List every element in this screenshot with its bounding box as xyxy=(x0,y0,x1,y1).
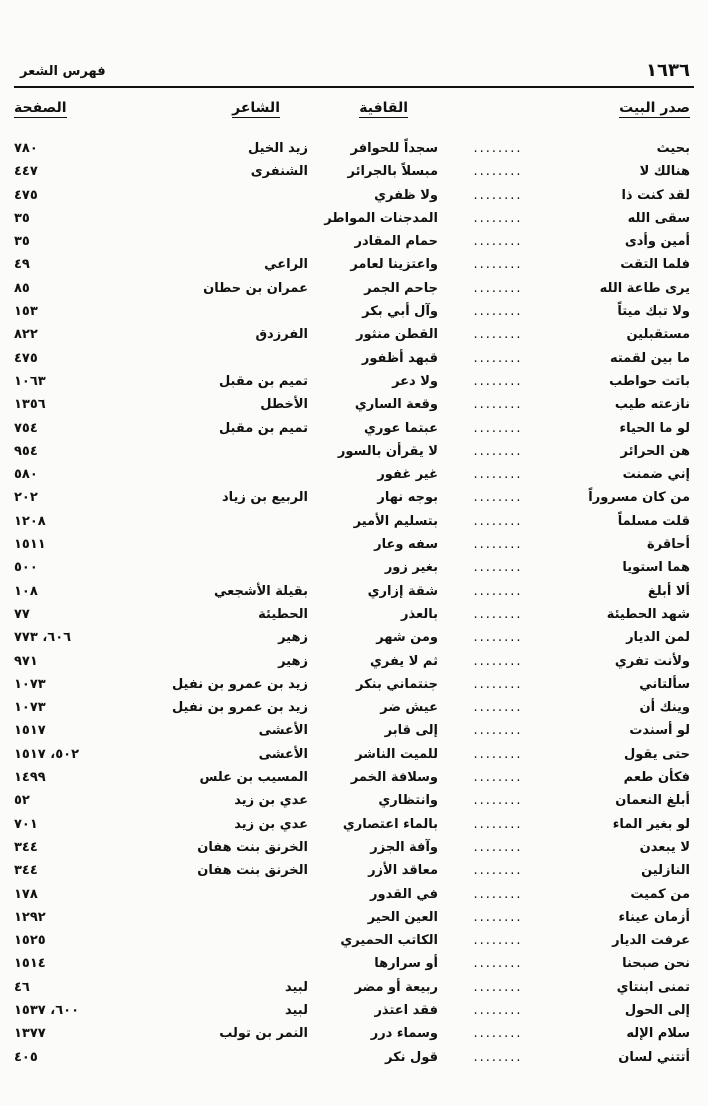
verse-opening: إلى الحول xyxy=(624,1002,690,1018)
verse-opening: نحن صبحنا xyxy=(622,956,690,972)
verse-rhyme: وآفة الجزر xyxy=(370,839,438,855)
page-number: ١٦٣٦ xyxy=(646,60,690,81)
page-reference: ١٥٣ xyxy=(14,304,38,320)
index-row xyxy=(0,1047,708,1070)
poet-name: زهير xyxy=(278,630,308,646)
verse-rhyme: ربيعة أو مضر xyxy=(354,979,438,995)
poet-name: عدي بن زيد xyxy=(234,816,308,832)
index-rows xyxy=(0,138,708,1070)
poet-name: الخرنق بنت هفان xyxy=(197,863,308,879)
poet-name: الشنفرى xyxy=(250,164,308,180)
index-row xyxy=(0,977,708,1000)
index-row xyxy=(0,394,708,417)
leader-dots: ........ xyxy=(473,350,523,366)
poet-name: الأعشى xyxy=(258,746,308,762)
verse-rhyme: فقد اعتذر xyxy=(374,1002,438,1018)
verse-opening: سلام الإله xyxy=(626,1026,690,1042)
index-row xyxy=(0,1000,708,1023)
verse-rhyme: حمام المقادر xyxy=(354,234,438,250)
page-reference: ٣٥ xyxy=(14,234,30,250)
verse-opening: فلما التقت xyxy=(620,257,690,273)
poet-name: الأعشى xyxy=(258,723,308,739)
page-reference: ٨٥ xyxy=(14,280,30,296)
leader-dots: ........ xyxy=(473,723,523,739)
verse-opening: هن الحرائر xyxy=(620,443,690,459)
verse-opening: من كان مسروراً xyxy=(588,490,690,506)
index-row xyxy=(0,324,708,347)
leader-dots: ........ xyxy=(473,956,523,972)
verse-rhyme: بالماء اعتصاري xyxy=(342,816,438,832)
page-reference: ١٧٨ xyxy=(14,886,38,902)
verse-rhyme: لا يقرأن بالسور xyxy=(337,443,438,459)
page-reference: ١٥١١ xyxy=(14,537,46,553)
verse-rhyme: وقعة الساري xyxy=(354,397,438,413)
leader-dots: ........ xyxy=(473,606,523,622)
verse-rhyme: وسماء درر xyxy=(370,1026,438,1042)
page-reference: ٧٠١ xyxy=(14,816,38,832)
page-reference: ٣٤٤ xyxy=(14,863,38,879)
index-row xyxy=(0,720,708,743)
page-reference: ٣٤٤ xyxy=(14,839,38,855)
verse-rhyme: جاحم الجمر xyxy=(364,280,438,296)
verse-opening: شهد الحطيئة xyxy=(606,606,690,622)
index-row xyxy=(0,487,708,510)
poet-name: زيد بن عمرو بن نفيل xyxy=(171,700,308,716)
verse-rhyme: غير غفور xyxy=(377,467,438,483)
verse-rhyme: سجداً للحوافر xyxy=(350,141,438,156)
index-row xyxy=(0,697,708,720)
verse-opening: لا يبعدن xyxy=(639,839,690,855)
page-reference: ١٠٧٣ xyxy=(14,676,46,692)
index-row xyxy=(0,185,708,208)
poet-name: الراعي xyxy=(264,257,308,273)
verse-rhyme: بالعذر xyxy=(401,606,438,622)
poet-name: زيد الخيل xyxy=(247,141,308,156)
verse-rhyme: سفه وعار xyxy=(374,537,438,553)
poet-name: لبيد xyxy=(284,979,308,995)
index-row xyxy=(0,464,708,487)
leader-dots: ........ xyxy=(473,234,523,250)
verse-rhyme: مبسلاً بالجرائر xyxy=(347,164,438,180)
leader-dots: ........ xyxy=(473,304,523,320)
verse-opening: قلت مسلماً xyxy=(617,513,690,529)
poet-name: عدي بن زيد xyxy=(234,793,308,809)
page-reference: ٢٠٢ xyxy=(14,490,38,506)
page-reference: ٩٥٤ xyxy=(14,443,38,459)
page-reference: ٧٨٠ xyxy=(14,141,38,156)
verse-rhyme: وانتظاري xyxy=(378,793,438,809)
page-reference: ١٤٩٩ xyxy=(14,770,46,786)
verse-rhyme: عيش ضر xyxy=(380,700,438,716)
index-row xyxy=(0,418,708,441)
poet-name: الفرزدق xyxy=(255,327,308,343)
page-reference: ٤٧٥ xyxy=(14,187,38,203)
page-reference: ١٣٧٧ xyxy=(14,1026,46,1042)
column-header-qafiya: القافية xyxy=(359,100,408,116)
verse-rhyme: عبتما عوري xyxy=(363,420,438,436)
verse-rhyme: بوجه نهار xyxy=(377,490,438,506)
page-reference: ٦٠٠، ١٥٣٧ xyxy=(14,1002,80,1018)
verse-rhyme: شقة إزاري xyxy=(367,583,438,599)
verse-opening: ولا تبك ميتاً xyxy=(617,304,690,320)
verse-rhyme: قول نكر xyxy=(385,1049,438,1065)
verse-opening: لو بغير الماء xyxy=(612,816,690,832)
page-reference: ١٠٦٣ xyxy=(14,373,46,389)
verse-opening: يرى طاعة الله xyxy=(599,280,690,296)
verse-opening: أمين وأدى xyxy=(624,234,690,250)
verse-opening: تمنى ابنتاي xyxy=(616,979,690,995)
leader-dots: ........ xyxy=(473,909,523,925)
page-reference: ١٥٢٥ xyxy=(14,933,46,949)
leader-dots: ........ xyxy=(473,467,523,483)
leader-dots: ........ xyxy=(473,793,523,809)
verse-rhyme: ثم لا يفري xyxy=(369,653,438,669)
leader-dots: ........ xyxy=(473,537,523,553)
verse-rhyme: العين الحير xyxy=(367,909,438,925)
leader-dots: ........ xyxy=(473,816,523,832)
leader-dots: ........ xyxy=(473,443,523,459)
page-reference: ٤٩ xyxy=(14,257,30,273)
leader-dots: ........ xyxy=(473,583,523,599)
page-reference: ٩٧١ xyxy=(14,653,38,669)
leader-dots: ........ xyxy=(473,676,523,692)
index-row xyxy=(0,208,708,231)
index-row xyxy=(0,744,708,767)
index-row xyxy=(0,161,708,184)
index-row xyxy=(0,371,708,394)
index-row xyxy=(0,557,708,580)
verse-rhyme: ولا دعر xyxy=(392,373,438,389)
column-header-sadr: صدر البيت xyxy=(619,100,690,116)
leader-dots: ........ xyxy=(473,420,523,436)
verse-rhyme: القطن منثور xyxy=(356,327,438,343)
leader-dots: ........ xyxy=(473,327,523,343)
index-row xyxy=(0,790,708,813)
verse-opening: عرفت الديار xyxy=(612,933,690,949)
leader-dots: ........ xyxy=(473,210,523,226)
leader-dots: ........ xyxy=(473,373,523,389)
verse-opening: مستقبلين xyxy=(626,327,690,343)
leader-dots: ........ xyxy=(473,746,523,762)
index-row xyxy=(0,138,708,161)
leader-dots: ........ xyxy=(473,257,523,273)
verse-rhyme: وآل أبي بكر xyxy=(362,304,438,320)
verse-opening: باتت حواطب xyxy=(609,373,690,389)
poet-name: لبيد xyxy=(284,1002,308,1018)
poet-name: تميم بن مقبل xyxy=(218,420,308,436)
index-row xyxy=(0,301,708,324)
page-reference: ١٥١٧ xyxy=(14,723,46,739)
page-reference: ٥٨٠ xyxy=(14,467,38,483)
index-row xyxy=(0,860,708,883)
index-row xyxy=(0,884,708,907)
index-row xyxy=(0,534,708,557)
verse-rhyme: واعتزينا لعامر xyxy=(350,257,438,273)
page-reference: ٥٠٠ xyxy=(14,560,38,576)
verse-opening: النازلين xyxy=(641,863,690,879)
verse-rhyme: بغير زور xyxy=(384,560,438,576)
verse-opening: أحاقرة xyxy=(647,537,690,553)
page-reference: ٣٥ xyxy=(14,210,30,226)
verse-opening: سقى الله xyxy=(627,210,690,226)
index-row xyxy=(0,767,708,790)
page-reference: ٤٠٥ xyxy=(14,1049,38,1065)
leader-dots: ........ xyxy=(473,187,523,203)
leader-dots: ........ xyxy=(473,1026,523,1042)
verse-opening: ألا أبلغ xyxy=(647,583,690,599)
index-row xyxy=(0,604,708,627)
verse-rhyme: الكاتب الحميري xyxy=(340,933,438,949)
leader-dots: ........ xyxy=(473,560,523,576)
column-header-poet: الشاعر xyxy=(232,100,280,116)
leader-dots: ........ xyxy=(473,886,523,902)
page-reference: ١٢٠٨ xyxy=(14,513,46,529)
verse-rhyme: في القدور xyxy=(370,886,438,902)
leader-dots: ........ xyxy=(473,653,523,669)
index-row xyxy=(0,231,708,254)
verse-opening: حتى يقول xyxy=(623,746,690,762)
column-header-page: الصفحة xyxy=(14,100,67,116)
verse-opening: إني ضمنت xyxy=(622,467,690,483)
leader-dots: ........ xyxy=(473,141,523,156)
index-row xyxy=(0,814,708,837)
verse-opening: بحيث xyxy=(656,141,690,156)
verse-opening: وينك أن xyxy=(639,700,690,716)
verse-rhyme: معاقد الأزر xyxy=(368,863,438,879)
poet-name: الخرنق بنت هفان xyxy=(197,839,308,855)
page-reference: ٧٧ xyxy=(14,606,30,622)
verse-opening: سألتاني xyxy=(639,676,690,692)
verse-opening: من كميت xyxy=(630,886,690,902)
verse-rhyme: أو سرارها xyxy=(374,956,438,972)
leader-dots: ........ xyxy=(473,397,523,413)
verse-opening: لقد كنت ذا xyxy=(621,187,690,203)
verse-rhyme: للميت الناشر xyxy=(355,746,438,762)
verse-opening: ما بين لقمته xyxy=(609,350,690,366)
poet-name: زهير xyxy=(278,653,308,669)
leader-dots: ........ xyxy=(473,630,523,646)
page-reference: ٧٥٤ xyxy=(14,420,38,436)
verse-rhyme: وسلافة الخمر xyxy=(350,770,438,786)
index-row xyxy=(0,441,708,464)
verse-opening: أزمان عيناء xyxy=(618,909,690,925)
index-row xyxy=(0,907,708,930)
poet-name: النمر بن تولب xyxy=(219,1026,308,1042)
verse-opening: لو ما الحياء xyxy=(619,420,690,436)
page-reference: ١٠٨ xyxy=(14,583,38,599)
page-reference: ٤٦ xyxy=(14,979,30,995)
verse-rhyme: إلى قابر xyxy=(384,723,438,739)
page-header xyxy=(14,52,694,86)
page-reference: ٤٤٧ xyxy=(14,164,38,180)
page-reference: ٥٠٢، ١٥١٧ xyxy=(14,746,80,762)
page-reference: ٦٠٦، ٧٧٣ xyxy=(14,630,72,646)
poet-name: الربيع بن زياد xyxy=(221,490,308,506)
index-row xyxy=(0,837,708,860)
leader-dots: ........ xyxy=(473,513,523,529)
index-row xyxy=(0,581,708,604)
leader-dots: ........ xyxy=(473,770,523,786)
index-row xyxy=(0,674,708,697)
verse-opening: لمن الديار xyxy=(626,630,690,646)
poet-name: تميم بن مقبل xyxy=(218,373,308,389)
leader-dots: ........ xyxy=(473,863,523,879)
index-row xyxy=(0,953,708,976)
page-reference: ١٢٩٢ xyxy=(14,909,46,925)
leader-dots: ........ xyxy=(473,490,523,506)
index-row xyxy=(0,627,708,650)
leader-dots: ........ xyxy=(473,164,523,180)
verse-opening: لو أسندت xyxy=(629,723,690,739)
page-reference: ١٠٧٣ xyxy=(14,700,46,716)
leader-dots: ........ xyxy=(473,933,523,949)
verse-rhyme: قبهد أظفور xyxy=(361,350,438,366)
verse-rhyme: ومن شهر xyxy=(376,630,438,646)
leader-dots: ........ xyxy=(473,1002,523,1018)
index-row xyxy=(0,254,708,277)
column-headers xyxy=(0,100,708,122)
index-row xyxy=(0,930,708,953)
index-row xyxy=(0,1023,708,1046)
verse-opening: فكأن طعم xyxy=(623,770,690,786)
verse-opening: أبلغ النعمان xyxy=(615,793,690,809)
verse-opening: ولأنت تفري xyxy=(614,653,690,669)
verse-rhyme: جنتماني بنكر xyxy=(356,676,438,692)
index-row xyxy=(0,348,708,371)
header-rule xyxy=(14,86,694,88)
poet-name: بقيلة الأشجعي xyxy=(213,583,308,599)
verse-rhyme: المدجنات المواطر xyxy=(324,210,438,226)
poet-name: عمران بن حطان xyxy=(203,280,308,296)
page-reference: ١٥١٤ xyxy=(14,956,46,972)
verse-opening: أتتني لسان xyxy=(618,1049,690,1065)
page-reference: ٥٢ xyxy=(14,793,30,809)
running-title: فهرس الشعر xyxy=(20,64,106,79)
leader-dots: ........ xyxy=(473,700,523,716)
verse-rhyme: ولا ظفري xyxy=(374,187,438,203)
poet-name: زيد بن عمرو بن نفيل xyxy=(171,676,308,692)
leader-dots: ........ xyxy=(473,839,523,855)
page-reference: ٨٢٢ xyxy=(14,327,38,343)
verse-opening: هما استويا xyxy=(622,560,690,576)
index-row xyxy=(0,511,708,534)
verse-opening: هنالك لا xyxy=(639,164,690,180)
index-row xyxy=(0,651,708,674)
poet-name: المسيب بن علس xyxy=(199,770,308,786)
leader-dots: ........ xyxy=(473,1049,523,1065)
poet-name: الأخطل xyxy=(260,397,308,413)
page-reference: ١٣٥٦ xyxy=(14,397,46,413)
index-row xyxy=(0,278,708,301)
leader-dots: ........ xyxy=(473,280,523,296)
verse-opening: نازعته طيب xyxy=(614,397,690,413)
leader-dots: ........ xyxy=(473,979,523,995)
verse-rhyme: بتسليم الأمير xyxy=(353,513,438,529)
poet-name: الحطيئة xyxy=(258,606,308,622)
page-reference: ٤٧٥ xyxy=(14,350,38,366)
